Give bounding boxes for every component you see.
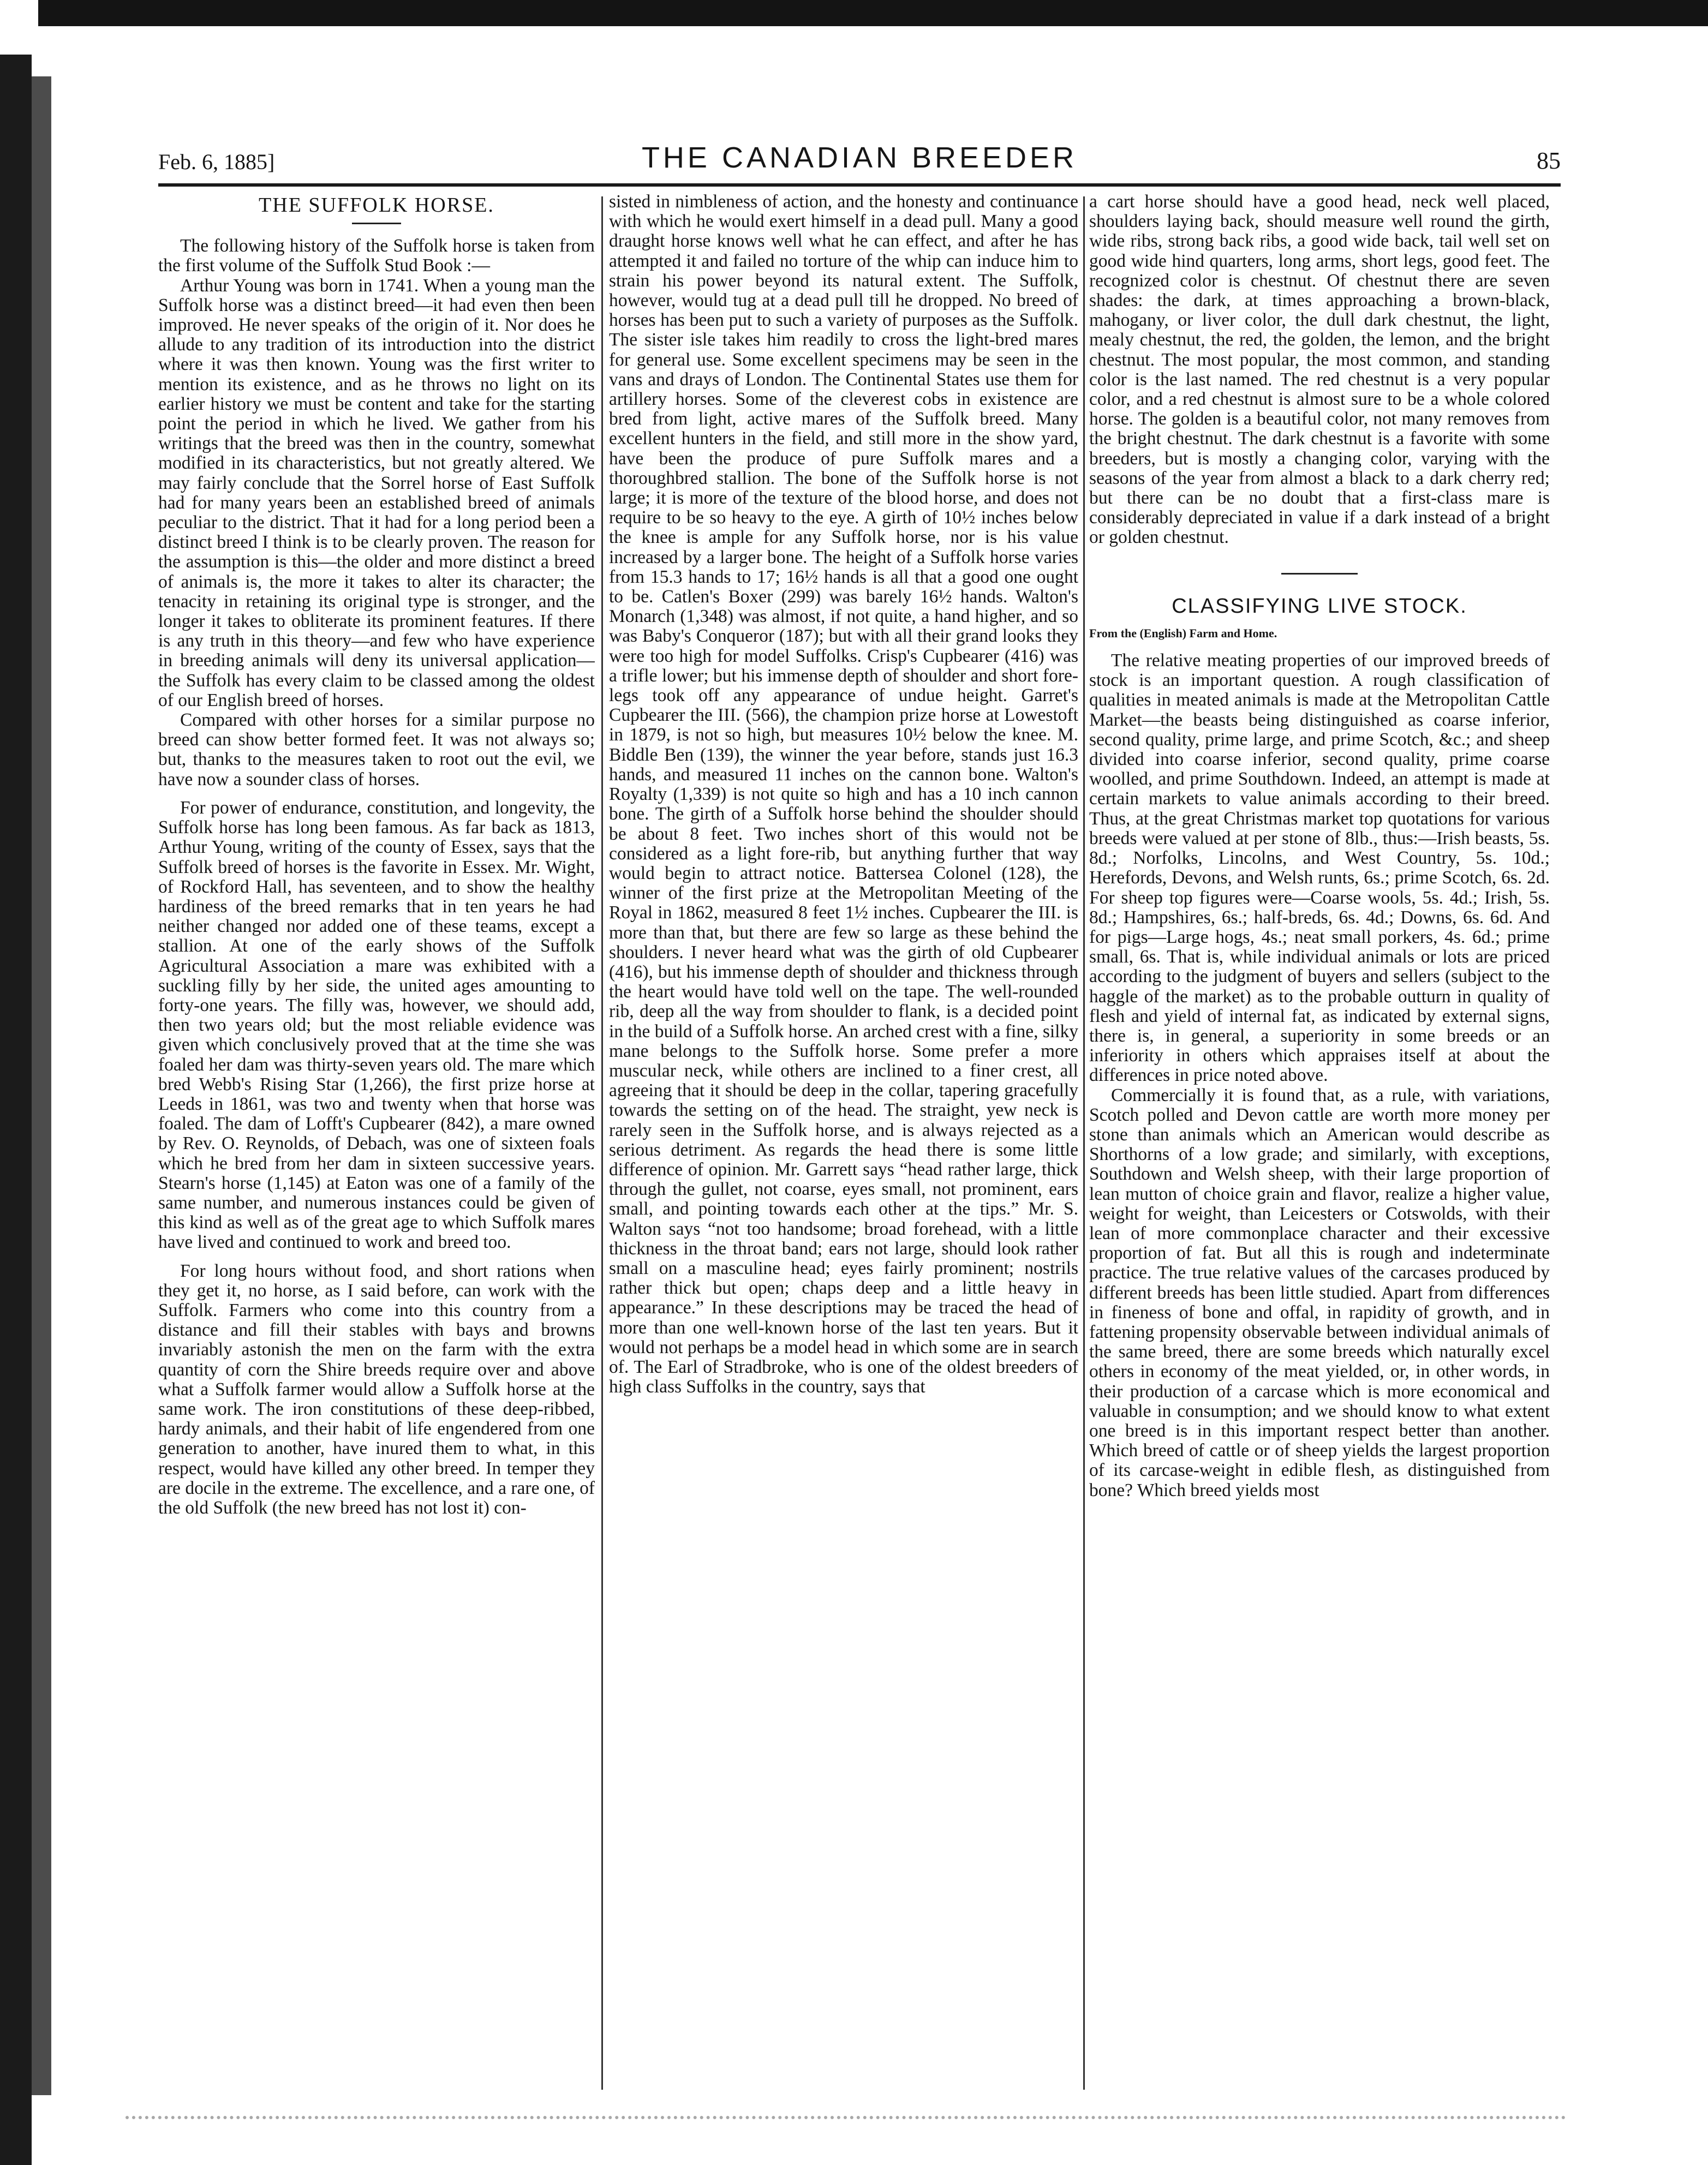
masthead: THE CANADIAN BREEDER [641, 141, 1078, 174]
article-source: From the (English) Farm and Home. [1089, 626, 1277, 640]
article-title: THE SUFFOLK HORSE. [259, 194, 494, 217]
article-title: CLASSIFYING LIVE STOCK. [1172, 594, 1467, 618]
paragraph: The following history of the Suffolk horse is taken from the first volume of the Suffolk Stud Book :— [158, 236, 595, 276]
column-2 [609, 192, 1078, 2091]
paragraph: Arthur Young was born in 1741. When a young man the Suffolk horse was a distinct breed—it had even then been improved. He never speaks of the origin of it. Nor does he allude to any tradition of its introduction into the district where it was then known. Young was the first writer to mention its existence, and as he throws no light on its earlier history we must be content and take for the starting point the period in which he lived. We gather from his writings that the breed was then in the country, somewhat modified in its characteristics, but not greatly altered. We may fairly conclude that the Sorrel horse of East Suffolk had for many years been an established breed of animals peculiar to the district. That it had for a long period been a distinct breed I think is to be clearly proven. The reason for the assumption is this—the older and more distinct a breed of animals is, the more it takes to alter its character; the tenacity in retaining its original type is stronger, and the longer it takes to obliterate its prominent features. If there is any truth in this theory—and few who have experience in breeding animals will deny its universal application—the Suffolk has every claim to be classed among the oldest of our English breed of horses. [158, 275, 595, 710]
article-separator [1281, 573, 1358, 575]
paragraph-continued: sisted in nimbleness of action, and the honesty and continuance with which he would exert himself in a dead pull. Many a good draught horse knows well what he can effect, and after he has attempted it and failed no torture of the whip can induce him to strain his power beyond its natural extent. The Suffolk, however, would tug at a dead pull till he dropped. No breed of horses has been put to such a variety of purposes as the Suffolk. The sister isle takes him readily to cross the light-bred mares for general use. Some excellent specimens may be seen in the vans and drays of London. The Continental States use them for artillery horses. Some of the cleverest cobs in existence are bred from light, active mares of the Suffolk breed. Many excellent hunters in the field, and still more in the show yard, have been the produce of pure Suffolk mares and a thoroughbred stallion. The bone of the Suffolk horse is not large; it is more of the texture of the blood horse, and does not require to be so heavy to the eye. A girth of 10½ inches below the knee is ample for any Suffolk horse, nor is his value increased by a larger bone. The height of a Suffolk horse varies from 15.3 hands to 17; 16½ hands is all that a good one ought to be. Catlen's Boxer (299) was barely 16½ hands. Walton's Monarch (1,348) was almost, if not quite, a hand higher, and so was Baby's Conqueror (187); but with all their grand looks they were too high for model Suffolks. Crisp's Cupbearer (416) was a trifle lower; but his immense depth of shoulder and short fore-legs took off any appearance of undue height. Garret's Cupbearer the III. (566), the champion prize horse at Lowestoft in 1879, is not so high, but measures 10½ below the knee. M. Biddle Ben (139), the winner the year before, stands just 16.3 hands, and measured 11 inches on the cannon bone. Walton's Royalty (1,339) is not quite so high and has a 10 inch cannon bone. The girth of a Suffolk horse behind the shoulder should be about 8 feet. Two inches short of this would not be considered as a light fore-rib, but anything further that way would begin to attract notice. Battersea Colonel (128), the winner of the first prize at the Metropolitan Meeting of the Royal in 1862, measured 8 feet 1½ inches. Cupbearer the III. is more than that, but there are few so large as these behind the shoulders. I never heard what was the girth of old Cupbearer (416), but his immense depth of shoulder and thickness through the heart would have told well on the tape. The well-rounded rib, deep all the way from shoulder to flank, is a decided point in the build of a Suffolk horse. An arched crest with a fine, silky mane belongs to the Suffolk horse. Some prefer a more muscular neck, while others are inclined to a finer crest, all agreeing that it should be deep in the collar, tapering gracefully towards the setting on of the head. The straight, yew neck is rarely seen in the Suffolk horse, and is always rejected as a serious detriment. As regards the head there is some little difference of opinion. Mr. Garrett says “head rather large, thick through the gullet, not coarse, eyes small, not prominent, ears small, and pointing towards each other at the tips.” Mr. S. Walton says “not too handsome; broad forehead, with a little thickness in the throat band; ears not large, should look rather small on a masculine head; eyes fairly prominent; nostrils rather thick but open; chaps deep and a little heavy in appearance.” In these descriptions may be traced the head of more than one well-known horse of the last ten years. But it would not perhaps be a model head in which some are in search of. The Earl of Stradbroke, who is one of the oldest breeders of high class Suffolks in the country, says that [609, 192, 1078, 1397]
column-divider [1083, 196, 1085, 2090]
issue-date: Feb. 6, 1885] [158, 149, 275, 174]
paragraph: Compared with other horses for a similar purpose no breed can show better formed feet. It was not always so; but, thanks to the measures taken to root out the evil, we have now a sounder class of horses. [158, 710, 595, 790]
scan-top-border [38, 0, 1708, 26]
scan-binding-edge [0, 55, 32, 2165]
paragraph: Commercially it is found that, as a rule, with variations, Scotch polled and Devon cattle are worth more money per stone than animals which an American would describe as Shorthorns of a low grade; and similarly, with exceptions, Southdown and Welsh sheep, with their large proportion of lean mutton of choice grain and flavor, realize a higher value, weight for weight, than Leicesters or Cotswolds, with their lean of more commonplace character and their excessive proportion of fat. But all this is rough and indeterminate practice. The true relative values of the carcases produced by different breeds has been little studied. Apart from differences in fineness of bone and offal, in rapidity of growth, and in fattening propensity observable between individual animals of the same breed, there are some breeds which naturally excel others in economy of the meat yielded, or, in other words, in their production of a carcase which is more economical and valuable in consumption; and we should know to what extent one breed is in this important respect better than another. Which breed of cattle or of sheep yields the largest proportion of its carcase-weight in edible flesh, as distinguished from bone? Which breed yields most [1089, 1085, 1550, 1500]
paragraph: The relative meating properties of our improved breeds of stock is an important question. A rough classification of qualities in meated animals is made at the Metropolitan Cattle Market—the beasts being distinguished as coarse inferior, second quality, prime large, and prime Scotch, &c.; and sheep divided into coarse inferior, second quality, prime coarse woolled, and prime Southdown. Indeed, an attempt is made at certain markets to value animals according to their breed. Thus, at the great Christmas market top quotations for various breeds were valued at per stone of 8lb., thus:—Irish beasts, 5s. 8d.; Norfolks, Lincolns, and West Country, 5s. 10d.; Herefords, Devons, and Welsh runts, 6s.; prime Scotch, 6s. 2d. For sheep top figures were—Coarse wools, 5s. 4d.; Irish, 5s. 8d.; Hampshires, 6s.; half-breds, 6s. 4d.; Downs, 6s. 6d. And for pigs—Large hogs, 4s.; neat small porkers, 4s. 6d.; prime small, 6s. That is, while individual animals or lots are priced according to the judgment of buyers and sellers (subject to the haggle of the market) as to the probable outturn in quality of flesh and yield of internal fat, as indicated by external signs, there is, in general, a superiority in some breeds or an inferiority in others which appraises itself at about the differences in price noted above. [1089, 650, 1550, 1086]
title-rule [352, 223, 401, 224]
column-divider [601, 196, 603, 2090]
column-3 [1089, 192, 1550, 2091]
scan-binding-shadow [32, 76, 51, 2095]
scan-bottom-dots [126, 2116, 1566, 2119]
running-head [158, 136, 1561, 175]
page-number: 85 [1537, 147, 1561, 174]
column-1 [158, 192, 595, 2091]
paragraph-continued: a cart horse should have a good head, neck well placed, shoulders laying back, should measure well round the girth, wide ribs, strong back ribs, a good wide back, tail well set on good wide hind quarters, long arms, short legs, good feet. The recognized color is chestnut. Of chestnut there are seven shades: the dark, at times approaching a brown-black, mahogany, or liver color, the dull dark chestnut, the light, mealy chestnut, the red, the golden, the lemon, and the bright chestnut. The most popular, the most common, and standing color is the last named. The red chestnut is a very popular color, and a red chestnut is almost sure to be a whole colored horse. The golden is a beautiful color, not many removes from the bright chestnut. The dark chestnut is a favorite with some breeders, but is mostly a changing color, varying with the seasons of the year from almost a black to a dark cherry red; but there can be no doubt that a first-class mare is considerably depreciated in value if a dark instead of a bright or golden chestnut. [1089, 192, 1550, 548]
paragraph: For power of endurance, constitution, and longevity, the Suffolk horse has long been famous. As far back as 1813, Arthur Young, writing of the county of Essex, says that the Suffolk breed of horses is the favorite in Essex. Mr. Wight, of Rockford Hall, has seventeen, and to show the healthy hardiness of the breed remarks that in ten years he had neither changed nor added one of these teams, except a stallion. At one of the early shows of the Suffolk Agricultural Association a mare was exhibited with a suckling filly by her side, the united ages amounting to forty-one years. The filly was, however, we should add, then two years old; but the most reliable evidence was given which conclusively proved that at the time she was foaled her dam was thirty-seven years old. The mare which bred Webb's Rising Star (1,266), the first prize horse at Leeds in 1861, was two and twenty when that horse was foaled. The dam of Lofft's Cupbearer (842), a mare owned by Rev. O. Reynolds, of Debach, was one of sixteen foals which he bred from her dam in sixteen successive years. Stearn's horse (1,145) at Eaton was one of a family of the same number, and numerous instances could be given of this kind as well as of the great age to which Suffolk mares have lived and continued to work and breed too. [158, 797, 595, 1253]
paragraph: For long hours without food, and short rations when they get it, no horse, as I said before, can work with the Suffolk. Farmers who come into this country from a distance and fill their stables with bays and browns invariably astonish the men on the farm with the extra quantity of corn the Shire breeds require over and above what a Suffolk farmer would allow a Suffolk horse at the same work. The iron constitutions of these deep-ribbed, hardy animals, and their habit of life engendered from one generation to another, have inured them to what, in this respect, would have killed any other breed. In temper they are docile in the extreme. The excellence, and a rare one, of the old Suffolk (the new breed has not lost it) con- [158, 1260, 595, 1518]
header-rule [158, 183, 1561, 187]
